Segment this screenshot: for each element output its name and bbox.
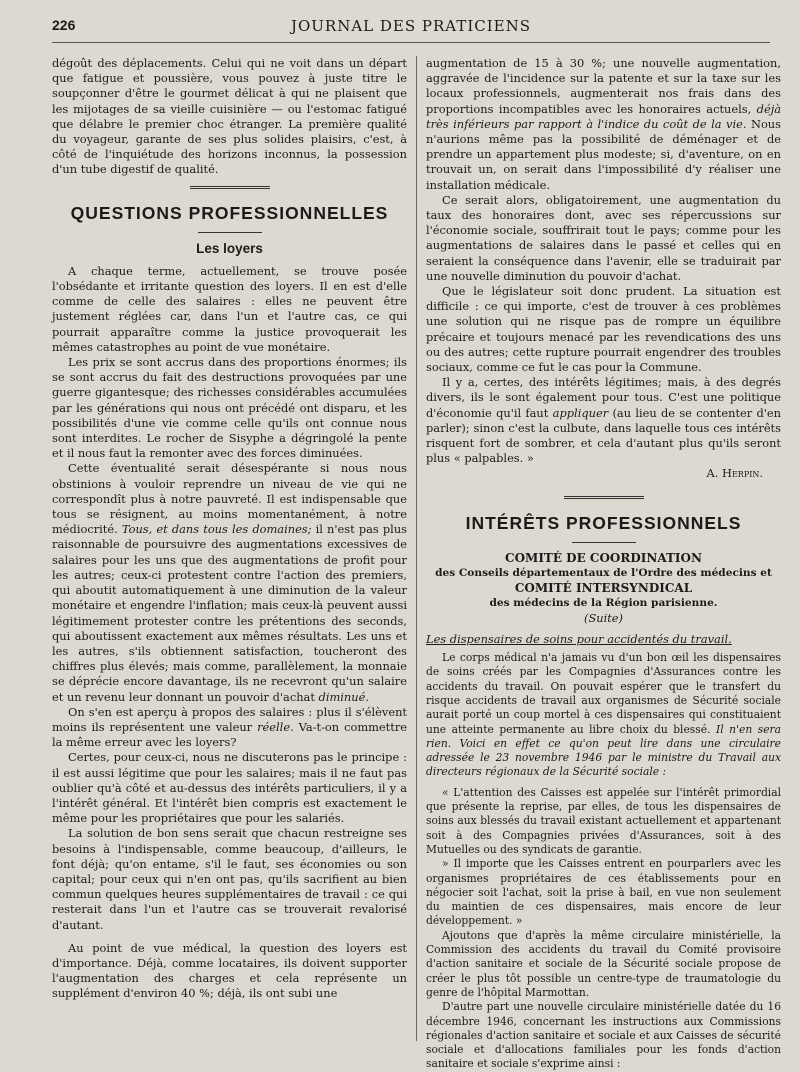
paragraph: Certes, pour ceux-ci, nous ne discuterons pas le principe : il est aussi légitime que pour les salaires; mais il ne faut pas oublier qu'à côté et au-dessus des intérêts particuliers, il y a l'intérêt général. Et l'intérêt bien compris est exactement le même pour les propriétaires que pour les salariés. xyxy=(52,750,407,826)
committee-title-1: COMITÉ DE COORDINATION xyxy=(505,550,702,565)
quote-paragraph: « L'attention des Caisses est appelée sur l'intérêt primordial que présente la reprise, par elles, de tous les dispensaires de soins aux blessés du travail existant actuellement et appartenant soit à des Compagnies privées d'Assurances, soit à des Mutuelles ou des syndicats de garantie. xyxy=(426,785,781,856)
paragraph: La solution de bon sens serait que chacun restreigne ses besoins à l'indispensable, comme beaucoup, d'ailleurs, le font déjà; qu'on entame, s'il le faut, ses économies ou son capital; pour ceux qui n'en ont pas, qu'ils sacrifient au bien commun quelques heures supplémentaires de travail : ce qui resterait dans l'un et l'autre cas se trouverait revalorisé d'autant. xyxy=(52,826,407,932)
subsection-title: Les dispensaires de soins pour accidentés du travail. xyxy=(426,631,732,646)
section-title-questions: QUESTIONS PROFESSIONNELLES xyxy=(70,202,389,223)
committee-subtitle-2: des médecins de la Région parisienne. xyxy=(489,597,718,610)
column-divider xyxy=(416,56,417,1041)
paragraph: Il y a, certes, des intérêts légitimes; mais, à des degrés divers, ils le sont également pour tous. C'est une politique d'économie qu'il faut appliquer (au lieu de se contenter d'en parler); sinon c'est la culbute, dans laquelle tous ces intérêts risquent fort de sombrer, et cela d'autant plus qu'ils seront plus « palpables. » xyxy=(426,375,782,466)
paragraph: D'autre part une nouvelle circulaire ministérielle datée du 16 décembre 1946, concernant les instructions aux Commissions régionales d'action sanitaire et sociale et aux Caisses de sécurité sociale et d'allocations familiales pour les fonds d'action sanitaire et sociale s'exprime ainsi : xyxy=(426,1000,781,1071)
author-signature: A. Herpin. xyxy=(706,466,763,481)
paragraph: A chaque terme, actuellement, se trouve posée l'obsédante et irritante question des loyers. Il en est d'elle comme de celle des salaires : elles ne peuvent être justement réglées car, dans l'un et l'autre cas, ce qui pourrait apparaître comme la justice provoquerait les mêmes catastrophes au point de vue monétaire. xyxy=(52,263,407,354)
title-rule xyxy=(198,232,262,233)
paragraph: Ce serait alors, obligatoirement, une augmentation du taux des honoraires dont, avec ses répercussions sur l'économie sociale, souffrirait tout le pays; comme pour les augmentations de salaires dans le passé et celles qui en seraient la conséquence dans l'avenir, elle se traduirait par une nouvelle diminution du pouvoir d'achat. xyxy=(426,192,781,283)
paragraph: Au point de vue médical, la question des loyers est d'importance. Déjà, comme locataires, ils doivent supporter l'augmentation des charges et cela représente un supplément d'environ 40 %; déjà, ils ont subi une xyxy=(52,940,407,1001)
quote-paragraph: » Il importe que les Caisses entrent en pourparlers avec les organismes propriétaires de ces établissements pour en négocier soit l'achat, soit la prise à bail, en vue non seulement du maintien de ces dispensaires, mais encore de leur développement. » xyxy=(426,857,781,928)
ornament-rule xyxy=(190,186,270,189)
paragraph: Ajoutons que d'après la même circulaire ministérielle, la Commission des accidents du travail du Comité provisoire d'action sanitaire et sociale de la Sécurité sociale propose de créer le plus tôt possible un centre-type de traumatologie du genre de l'hôpital Marmottan. xyxy=(426,928,781,999)
paragraph: augmentation de 15 à 30 %; une nouvelle augmentation, aggravée de l'incidence sur la patente et sur la taxe sur les locaux professionnels, augmenterait nos frais dans des proportions incompatibles avec les honoraires actuels, déjà très inférieurs par rapport à l'indice du coût de la vie. Nous n'aurions même pas la possibilité de déménager et de prendre un appartement plus modeste; si, d'aventure, on en trouvait un, on serait dans l'impossibilité d'y réaliser une installation médicale. xyxy=(426,56,782,192)
running-title: JOURNAL DES PRATICIENS xyxy=(290,17,532,35)
intro-paragraph: dégoût des déplacements. Celui qui ne voit dans un départ que fatigue et poussière, vous pouvez à juste titre le soupçonner d'être le gourmet délicat à qui ne plaisent que les mijotages de sa vieille cuisinière — ou l'estomac fatigué que délabre le premier choc étranger. La première qualité du voyageur, garante de ses plus solides plaisirs, c'est, à côté de l'inquiétude des horizons inconnus, la possession d'un tube digestif de qualité. xyxy=(52,56,407,177)
paragraph: Les prix se sont accrus dans des proportions énormes; ils se sont accrus du fait des destructions provoquées par une guerre gigantesque; des richesses considérables accumulées par les générations qui nous ont précédé ont disparu, et les possibilités d'une vie comme celle qu'ils ont connue nous sont interdites. Le rocher de Sisyphe a dégringolé la pente et il nous faut la remonter avec des forces diminuées. xyxy=(52,355,407,461)
right-column xyxy=(426,56,781,1072)
section-title-interets: INTÉRÊTS PROFESSIONNELS xyxy=(465,512,742,533)
committee-title-2: COMITÉ INTERSYNDICAL xyxy=(514,580,693,595)
committee-subtitle-1: des Conseils départementaux de l'Ordre des médecins et xyxy=(435,567,772,580)
paragraph: Cette éventualité serait désespérante si nous nous obstinions à vouloir reprendre un niveau de vie qui ne correspondît plus à notre pauvreté. Il est indispensable que tous se résignent, au moins momentanément, à notre médiocrité. Tous, et dans tous les domaines; il n'est pas plus raisonnable de poursuivre des augmentations excessives de salaires pour les uns que des augmentations de profit pour les autres; ceux-ci protestent contre l'action des premiers, qui aboutit automatiquement à une diminution de la valeur monétaire et engendre l'inflation; mais ceux-là peuvent aussi légitimement protester contre les prétentions des seconds, qui aboutissent exactement aux mêmes résultats. Les uns et les autres, s'ils obtiennent satisfaction, toucheront des chiffres plus élevés; mais comme, parallèlement, la monnaie se déprécie encore davantage, ils ne recevront qu'un salaire et un revenu leur donnant un pouvoir d'achat diminué. xyxy=(52,461,407,704)
paragraph: Le corps médical n'a jamais vu d'un bon œil les dispensaires de soins créés par les Compagnies d'Assurances contre les accidents du travail. On pouvait espérer que le transfert du risque accidents de travail aux organismes de Sécurité sociale aurait porté un coup mortel à ces dispensaires qui constituaient une atteinte permanente au libre choix du blessé. Il n'en sera rien. Voici en effet ce qu'on peut lire dans une circulaire adressée le 23 novembre 1946 par le ministre du Travail aux directeurs régionaux de la Sécurité sociale : xyxy=(426,651,781,779)
article-title: Les loyers xyxy=(196,240,263,256)
paragraph: On s'en est aperçu à propos des salaires : plus il s'élèvent moins ils représentent une valeur réelle. Va-t-on commettre la même erreur avec les loyers? xyxy=(52,704,408,750)
title-rule xyxy=(572,542,636,543)
page-number: 226 xyxy=(52,17,76,33)
page-header xyxy=(52,14,770,43)
suite-label: (Suite) xyxy=(584,610,623,625)
paragraph: Que le législateur soit donc prudent. La situation est difficile : ce qui importe, c'est de trouver à ces problèmes une solution qui ne risque pas de rompre un équilibre précaire et toujours menacé par les revendications des uns ou des autres; cette rupture pourrait engendrer des troubles sociaux, comme ce fut le cas pour la Commune. xyxy=(426,284,781,375)
ornament-rule xyxy=(564,496,644,499)
left-column xyxy=(52,56,407,1002)
